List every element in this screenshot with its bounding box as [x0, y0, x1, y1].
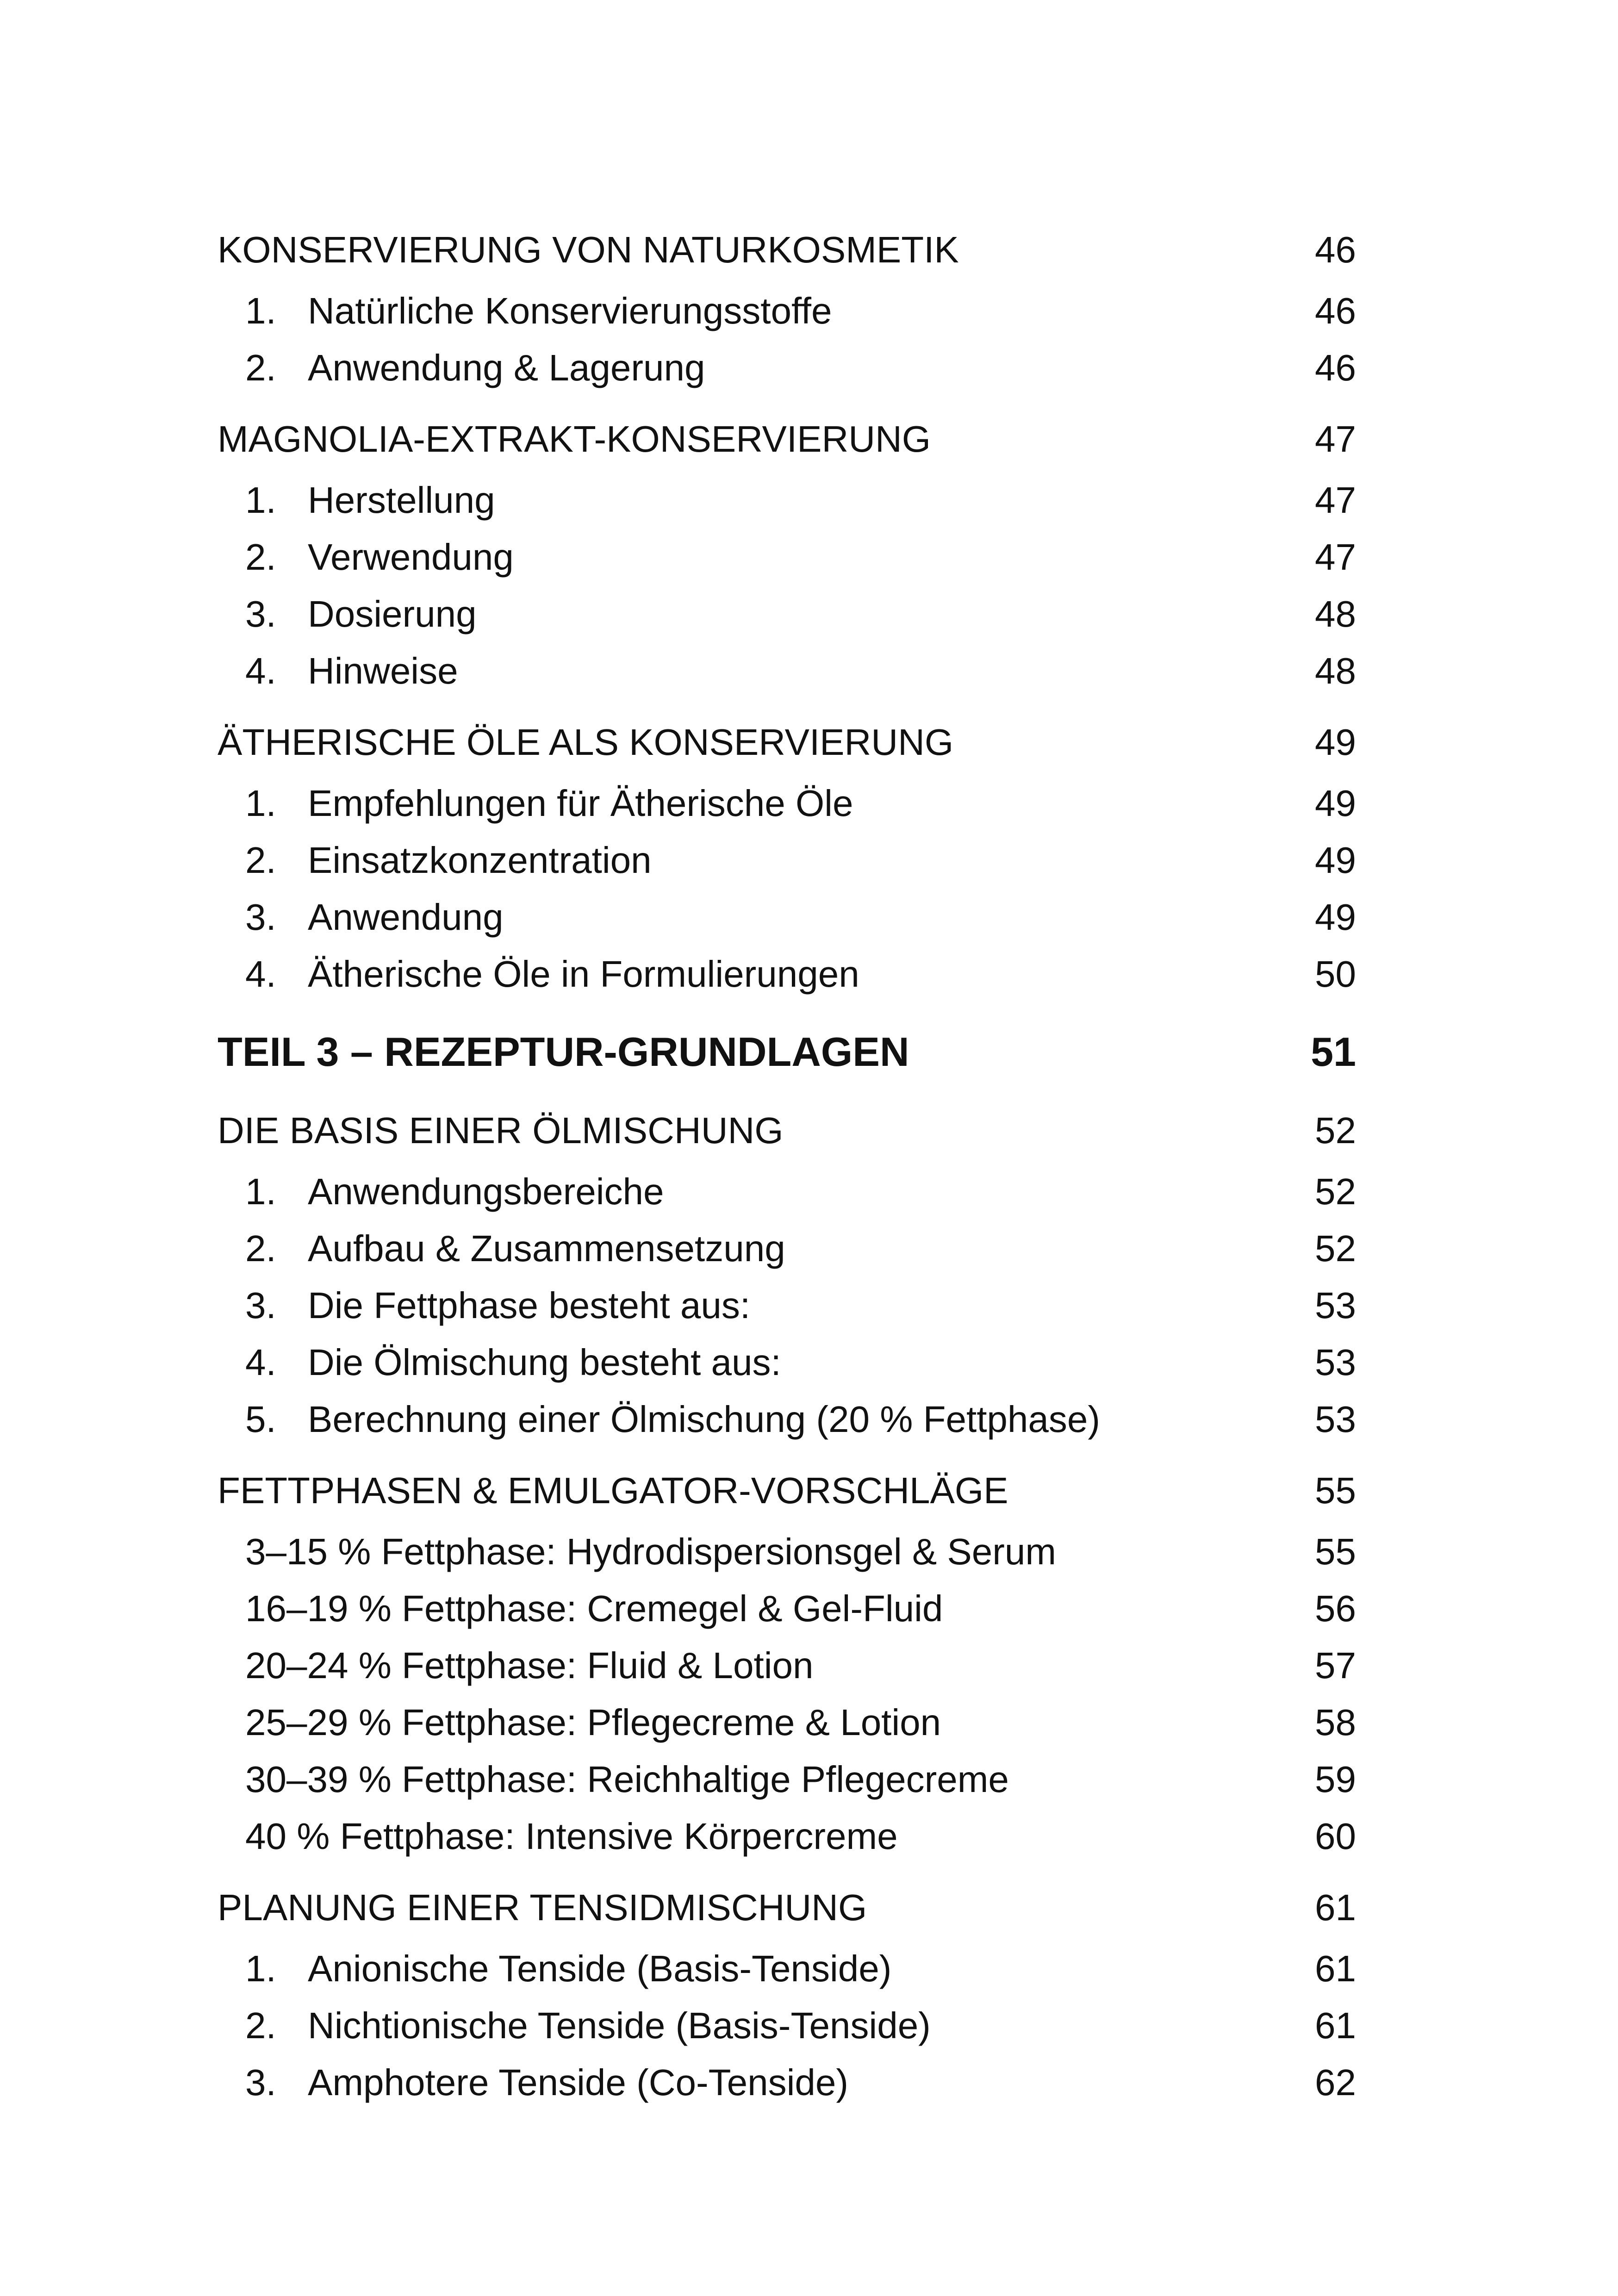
toc-section-title: ÄTHERISCHE ÖLE ALS KONSERVIERUNG [218, 722, 954, 763]
toc-page-number: 47 [1315, 536, 1356, 578]
toc-entry-number: 3. [245, 593, 276, 635]
toc-entry-title: Dosierung [308, 593, 477, 635]
toc-page-number: 49 [1315, 840, 1356, 881]
toc-entry[interactable] [218, 1391, 1356, 1448]
toc-entry[interactable] [218, 1751, 1356, 1808]
toc-page-number: 47 [1315, 479, 1356, 521]
toc-entry-title: Berechnung einer Ölmischung (20 % Fettphase) [308, 1399, 1101, 1440]
toc-entry-title: Herstellung [308, 479, 495, 521]
toc-entry[interactable] [218, 1940, 1356, 1997]
toc-entry-number: 2. [245, 536, 276, 578]
toc-section-title: DIE BASIS EINER ÖLMISCHUNG [218, 1110, 784, 1151]
table-of-contents [218, 218, 1356, 2111]
toc-entry-title: 20–24 % Fettphase: Fluid & Lotion [245, 1645, 814, 1686]
toc-entry-number: 3. [245, 1285, 276, 1326]
toc-entry-title: Die Ölmischung besteht aus: [308, 1342, 781, 1383]
toc-section-title: KONSERVIERUNG VON NATURKOSMETIK [218, 229, 959, 270]
toc-page-number: 50 [1315, 953, 1356, 995]
toc-entry-title: Aufbau & Zusammensetzung [308, 1228, 785, 1269]
toc-page-number: 55 [1315, 1470, 1356, 1511]
toc-page-number: 49 [1315, 783, 1356, 824]
toc-section-heading[interactable] [218, 1098, 1356, 1163]
toc-part-title: TEIL 3 – REZEPTUR-GRUNDLAGEN [218, 1029, 909, 1075]
toc-page-number: 46 [1315, 347, 1356, 388]
toc-page-number: 51 [1311, 1029, 1356, 1075]
toc-entry[interactable] [218, 585, 1356, 642]
toc-entry-number: 2. [245, 1228, 276, 1269]
toc-page-number: 61 [1315, 2005, 1356, 2046]
toc-entry-title: Einsatzkonzentration [308, 840, 652, 881]
toc-entry-number: 1. [245, 1948, 276, 1989]
toc-page-number: 53 [1315, 1399, 1356, 1440]
toc-entry-title: Anionische Tenside (Basis-Tenside) [308, 1948, 892, 1989]
toc-page-number: 61 [1315, 1948, 1356, 1989]
toc-section-heading[interactable] [218, 1458, 1356, 1523]
toc-page-number: 60 [1315, 1816, 1356, 1857]
toc-entry[interactable] [218, 1808, 1356, 1865]
toc-entry[interactable] [218, 1637, 1356, 1694]
toc-page-number: 53 [1315, 1342, 1356, 1383]
toc-entry-number: 1. [245, 783, 276, 824]
toc-page-number: 61 [1315, 1887, 1356, 1928]
toc-page-number: 52 [1315, 1228, 1356, 1269]
toc-entry-title: 16–19 % Fettphase: Cremegel & Gel-Fluid [245, 1588, 943, 1629]
toc-entry[interactable] [218, 282, 1356, 339]
toc-page-number: 55 [1315, 1531, 1356, 1572]
toc-page-number: 52 [1315, 1171, 1356, 1212]
toc-page-number: 46 [1315, 229, 1356, 270]
toc-entry-title: Natürliche Konservierungsstoffe [308, 290, 832, 331]
toc-entry[interactable] [218, 1220, 1356, 1277]
toc-entry[interactable] [218, 1694, 1356, 1751]
toc-section-heading[interactable] [218, 407, 1356, 472]
toc-entry[interactable] [218, 472, 1356, 529]
toc-entry[interactable] [218, 832, 1356, 889]
toc-page-number: 52 [1315, 1110, 1356, 1151]
toc-section-heading[interactable] [218, 710, 1356, 775]
toc-page-number: 49 [1315, 896, 1356, 938]
toc-entry-title: Die Fettphase besteht aus: [308, 1285, 751, 1326]
toc-entry[interactable] [218, 946, 1356, 1002]
toc-entry-title: Empfehlungen für Ätherische Öle [308, 783, 853, 824]
toc-entry-number: 3. [245, 896, 276, 938]
toc-entry[interactable] [218, 1277, 1356, 1334]
toc-entry-title: 40 % Fettphase: Intensive Körpercreme [245, 1816, 898, 1857]
toc-page-number: 48 [1315, 650, 1356, 691]
toc-entry-number: 1. [245, 479, 276, 521]
toc-section-heading[interactable] [218, 218, 1356, 282]
toc-entry-number: 4. [245, 650, 276, 691]
toc-entry-title: Anwendung [308, 896, 504, 938]
toc-entry[interactable] [218, 2054, 1356, 2111]
toc-entry-number: 4. [245, 953, 276, 995]
toc-entry[interactable] [218, 775, 1356, 832]
toc-entry-title: Anwendungsbereiche [308, 1171, 664, 1212]
toc-page-number: 57 [1315, 1645, 1356, 1686]
toc-entry-title: Nichtionische Tenside (Basis-Tenside) [308, 2005, 931, 2046]
toc-entry-title: Ätherische Öle in Formulierungen [308, 953, 859, 995]
toc-entry[interactable] [218, 642, 1356, 699]
toc-entry-number: 1. [245, 1171, 276, 1212]
toc-entry-number: 5. [245, 1399, 276, 1440]
toc-entry-number: 4. [245, 1342, 276, 1383]
toc-page-number: 62 [1315, 2062, 1356, 2103]
toc-entry-title: Amphotere Tenside (Co-Tenside) [308, 2062, 849, 2103]
toc-entry-number: 2. [245, 347, 276, 388]
toc-page-number: 46 [1315, 290, 1356, 331]
toc-entry-title: 25–29 % Fettphase: Pflegecreme & Lotion [245, 1702, 941, 1743]
toc-page-number: 47 [1315, 418, 1356, 460]
toc-entry-number: 3. [245, 2062, 276, 2103]
toc-entry-title: Anwendung & Lagerung [308, 347, 705, 388]
toc-entry-title: Verwendung [308, 536, 514, 578]
toc-entry[interactable] [218, 1523, 1356, 1580]
toc-part-heading[interactable] [218, 1016, 1356, 1088]
toc-entry[interactable] [218, 889, 1356, 946]
toc-entry-number: 1. [245, 290, 276, 331]
toc-page-number: 56 [1315, 1588, 1356, 1629]
toc-section-title: MAGNOLIA-EXTRAKT-KONSERVIERUNG [218, 418, 931, 460]
toc-page-number: 53 [1315, 1285, 1356, 1326]
toc-entry[interactable] [218, 1997, 1356, 2054]
toc-page-number: 49 [1315, 722, 1356, 763]
toc-section-heading[interactable] [218, 1875, 1356, 1940]
toc-entry[interactable] [218, 1580, 1356, 1637]
toc-entry[interactable] [218, 1334, 1356, 1391]
toc-section-title: FETTPHASEN & EMULGATOR-VORSCHLÄGE [218, 1470, 1008, 1511]
toc-entry[interactable] [218, 529, 1356, 585]
toc-page-number: 58 [1315, 1702, 1356, 1743]
toc-entry[interactable] [218, 339, 1356, 396]
toc-entry-title: 30–39 % Fettphase: Reichhaltige Pflegecreme [245, 1759, 1009, 1800]
toc-entry-number: 2. [245, 840, 276, 881]
toc-entry-title: 3–15 % Fettphase: Hydrodispersionsgel & Serum [245, 1531, 1057, 1572]
toc-page-number: 59 [1315, 1759, 1356, 1800]
toc-section-title: PLANUNG EINER TENSIDMISCHUNG [218, 1887, 867, 1928]
toc-page-number: 48 [1315, 593, 1356, 635]
toc-entry-number: 2. [245, 2005, 276, 2046]
toc-entry[interactable] [218, 1163, 1356, 1220]
toc-entry-title: Hinweise [308, 650, 458, 691]
